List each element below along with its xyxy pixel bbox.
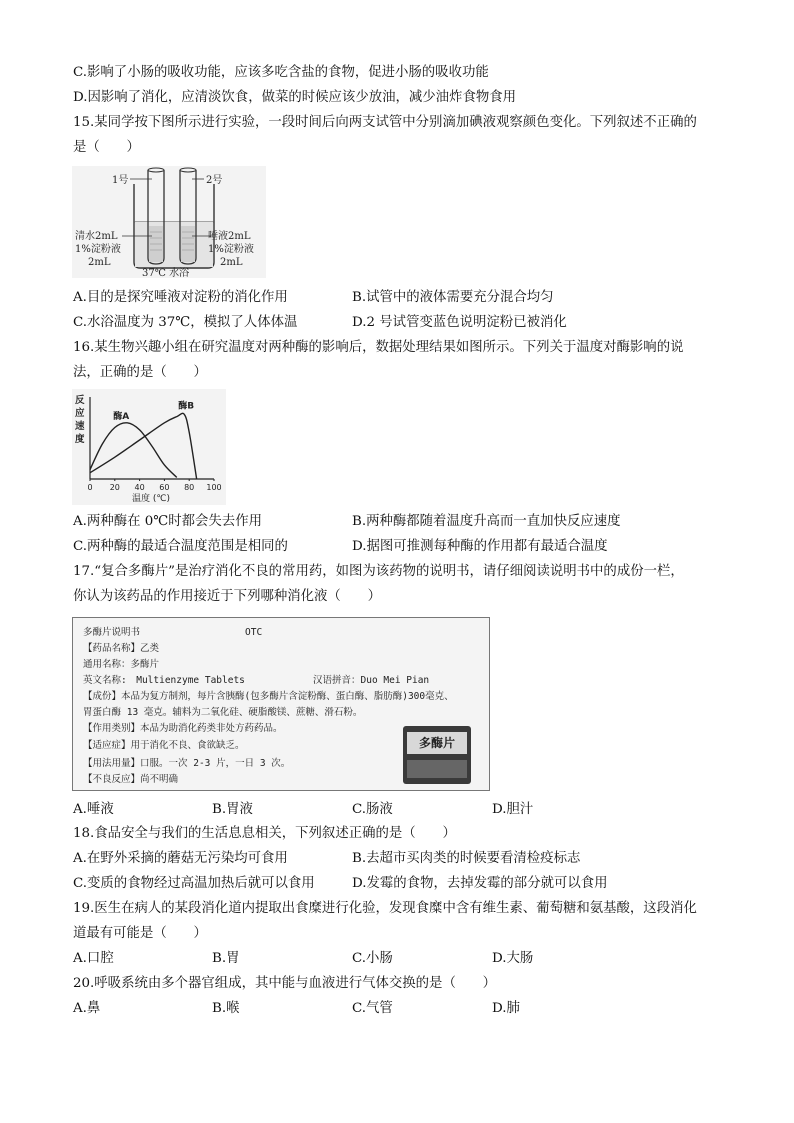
q18-option-d: D.发霉的食物，去掉发霉的部分就可以食用: [352, 876, 608, 891]
q20-option-d: D.肺: [492, 1001, 520, 1016]
q20-option-a: A.鼻: [73, 1001, 101, 1016]
label-enzyme-b: 酶B: [178, 401, 195, 412]
q18-stem: 18.食品安全与我们的生活息息相关，下列叙述正确的是（ ）: [73, 826, 456, 841]
y-label-char: 反: [75, 395, 85, 406]
q18-option-b: B.去超市买肉类的时候要看清检疫标志: [352, 851, 581, 866]
q16-option-d: D.据图可推测每种酶的作用都有最适合温度: [352, 539, 608, 554]
q17-drug-manual: [72, 617, 490, 791]
q15-option-c: C.水浴温度为 37℃，模拟了人体体温: [73, 315, 298, 330]
q20-stem: 20.呼吸系统由多个器官组成，其中能与血液进行气体交换的是（ ）: [73, 976, 497, 991]
q15-option-b: B.试管中的液体需要充分混合均匀: [352, 290, 554, 305]
q18-option-a: A.在野外采摘的蘑菇无污染均可食用: [73, 851, 288, 866]
q14-option-c: C.影响了小肠的吸收功能，应该多吃含盐的食物，促进小肠的吸收功能: [73, 65, 489, 80]
x-tick-label: 100: [206, 483, 222, 492]
q17-option-a: A.唾液: [73, 802, 114, 817]
q15-stem-line2: 是（ ）: [73, 140, 140, 155]
series-enzyme-a: [90, 423, 177, 478]
q16-option-a: A.两种酶在 0℃时都会失去作用: [73, 514, 262, 529]
x-tick-label: 60: [159, 483, 170, 492]
q16-stem-line2: 法，正确的是（ ）: [73, 365, 207, 380]
q16-option-b: B.两种酶都随着温度升高而一直加快反应速度: [352, 514, 621, 529]
x-axis-label: 温度 (℃): [132, 494, 170, 504]
series-enzyme-b: [90, 413, 197, 479]
left-label-1: 清水2mL: [75, 231, 118, 242]
q19-option-d: D.大肠: [492, 951, 534, 966]
manual-line-3b: 汉语拼音：Duo Mei Pian: [313, 675, 430, 686]
drug-box-label: 多酶片: [407, 732, 467, 754]
right-label-2: 1%淀粉液: [208, 244, 254, 255]
water-bath-label: 37℃ 水浴: [142, 268, 190, 278]
y-label-char: 速: [75, 421, 85, 432]
q17-option-d: D.胆汁: [492, 802, 534, 817]
q15-stem-line1: 15.某同学按下图所示进行实验，一段时间后向两支试管中分别滴加碘液观察颜色变化。下列叙述不正确的: [73, 115, 697, 130]
manual-line-8: 【用法用量】口服。一次 2-3 片，一日 3 次。: [83, 758, 291, 769]
q19-stem-line1: 19.医生在病人的某段消化道内提取出食糜进行化验，发现食糜中含有维生素、葡萄糖和氨基酸，这段消化: [73, 901, 697, 916]
y-axis-label: [75, 394, 85, 445]
q19-option-b: B.胃: [212, 951, 240, 966]
manual-line-9: 【不良反应】尚不明确: [83, 774, 179, 785]
manual-line-5: 胃蛋白酶 13 毫克。辅料为二氧化硅、硬脂酸镁、蔗糖、滑石粉。: [83, 707, 363, 718]
q20-option-c: C.气管: [352, 1001, 393, 1016]
q18-option-c: C.变质的食物经过高温加热后就可以食用: [73, 876, 315, 891]
q17-stem-line1: 17.“复合多酶片”是治疗消化不良的常用药，如图为该药物的说明书，请仔细阅读说明书中的成份一栏，: [73, 564, 684, 579]
manual-line-6: 【作用类别】本品为助消化药类非处方药药品。: [83, 723, 283, 734]
x-tick-label: 80: [184, 483, 195, 492]
drug-box-band: [407, 760, 467, 778]
q14-option-d: D.因影响了消化，应清淡饮食，做菜的时候应该少放油，减少油炸食物食用: [73, 90, 517, 105]
manual-otc: OTC: [245, 627, 263, 638]
q20-option-b: B.喉: [212, 1001, 240, 1016]
q16-enzyme-chart: [72, 389, 226, 505]
manual-title: 多酶片说明书: [83, 627, 141, 638]
q16-stem-line1: 16.某生物兴趣小组在研究温度对两种酶的影响后，数据处理结果如图所示。下列关于温度对酶影响的说: [73, 340, 684, 355]
manual-line-7: 【适应症】用于消化不良、食欲缺乏。: [83, 740, 245, 751]
x-tick-label: 20: [109, 483, 120, 492]
manual-line-4: 【成份】本品为复方制剂，每片含胰酶(包多酶片含淀粉酶、蛋白酶、脂肪酶)300毫克、: [83, 691, 454, 702]
left-label-3: 2mL: [88, 257, 111, 268]
q17-stem-line2: 你认为该药品的作用接近于下列哪种消化液（ ）: [73, 589, 381, 604]
q15-option-d: D.2 号试管变蓝色说明淀粉已被消化: [352, 315, 567, 330]
q17-option-c: C.肠液: [352, 802, 393, 817]
water-bath: [135, 222, 213, 267]
manual-line-3a: 英文名称: Multienzyme Tablets: [83, 675, 245, 686]
left-label-2: 1%淀粉液: [75, 244, 121, 255]
q16-option-c: C.两种酶的最适合温度范围是相同的: [73, 539, 288, 554]
y-label-char: 应: [75, 408, 85, 419]
q19-option-c: C.小肠: [352, 951, 393, 966]
manual-line-1: 【药品名称】乙类: [83, 643, 160, 654]
tube-2-label: 2号: [206, 175, 223, 186]
right-label-3: 2mL: [220, 257, 243, 268]
right-label-1: 唾液2mL: [208, 231, 251, 242]
q17-option-b: B.胃液: [212, 802, 253, 817]
x-tick-label: 40: [134, 483, 145, 492]
q19-option-a: A.口腔: [73, 951, 114, 966]
q19-stem-line2: 道最有可能是（ ）: [73, 926, 207, 941]
y-label-char: 度: [75, 434, 85, 445]
enzyme-chart-svg: [72, 389, 226, 505]
test-tube-diagram: [72, 166, 266, 278]
q15-option-a: A.目的是探究唾液对淀粉的消化作用: [73, 290, 288, 305]
x-tick-label: 0: [87, 483, 93, 492]
label-enzyme-a: 酶A: [113, 411, 130, 422]
tube-1-label: 1号: [112, 175, 129, 186]
drug-box-image: [403, 726, 471, 784]
manual-line-2: 通用名称：多酶片: [83, 659, 160, 670]
q15-test-tube-figure: [72, 166, 266, 278]
